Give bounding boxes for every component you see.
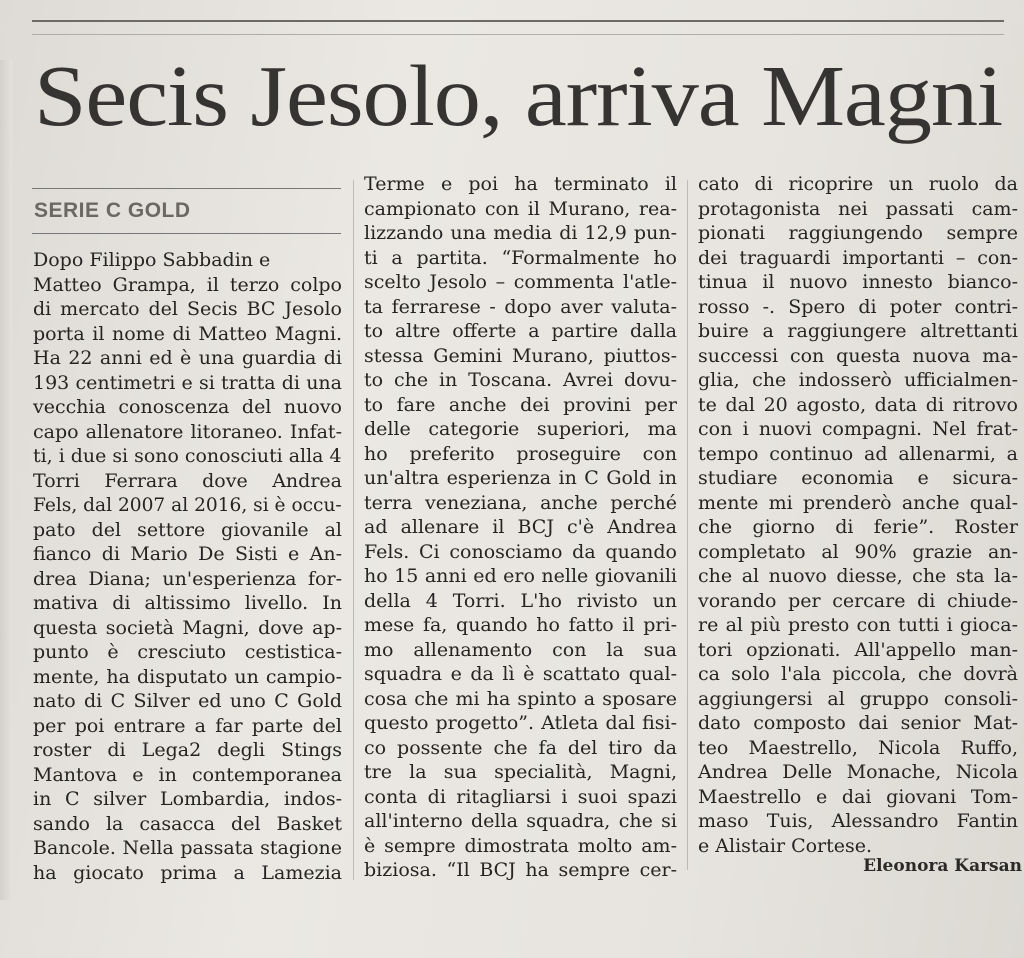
text-line: punto è cresciuto cestistica- xyxy=(33,641,342,663)
text-line: ad allenare il BCJ c'è Andrea xyxy=(364,516,677,538)
text-line: mo allenamento con la sua xyxy=(364,638,677,661)
text-line: è sempre dimostrata molto am- xyxy=(364,834,677,857)
text-line: mente mi prenderò anche qual- xyxy=(698,491,1018,514)
text-line: ca solo l'ala piccola, che dovrà xyxy=(698,663,1018,685)
text-line: terra veneziana, anche perché xyxy=(364,491,677,514)
text-line: protagonista nei passati cam- xyxy=(698,197,1018,220)
top-rule xyxy=(32,20,1004,22)
top-rule-thin xyxy=(32,34,1004,35)
text-line: della 4 Torri. L'ho rivisto un xyxy=(364,589,677,612)
text-line: all'interno della squadra, che si xyxy=(364,810,677,832)
text-line: squadra e da lì è scattato qual- xyxy=(364,663,677,685)
text-line: completato al 90% grazie an- xyxy=(698,540,1018,563)
author-byline: Eleonora Karsan xyxy=(863,856,1022,876)
text-line: cato di ricoprire un ruolo da xyxy=(698,173,1018,195)
text-line: campionato con il Murano, rea- xyxy=(364,197,677,220)
text-line: stessa Gemini Murano, piuttos- xyxy=(364,344,677,367)
text-line: che giorno di ferie”. Roster xyxy=(698,516,1018,538)
text-line: Fels, dal 2007 al 2016, si è occu- xyxy=(33,494,342,516)
text-line: dei traguardi importanti – con- xyxy=(698,246,1018,269)
text-line: conta di ritagliarsi i suoi spazi xyxy=(364,785,677,808)
text-line: Dopo Filippo Sabbadin e xyxy=(33,249,271,271)
page-edge-shadow xyxy=(0,60,12,900)
text-line: cosa che mi ha spinto a sposare xyxy=(364,687,677,710)
text-line: studiare economia e sicura- xyxy=(698,467,1018,489)
text-line: aggiungersi al gruppo consoli- xyxy=(698,687,1018,710)
article-column-3 xyxy=(698,172,1018,858)
text-line: tori opzionati. All'appello man- xyxy=(698,638,1018,661)
kicker-rule-top xyxy=(32,188,341,189)
text-line: drea Diana; un'esperienza for- xyxy=(33,567,342,590)
kicker-rule-bottom xyxy=(32,233,341,234)
text-line: Torri Ferrara dove Andrea xyxy=(33,469,342,492)
text-line: delle categorie superiori, ma xyxy=(364,418,677,440)
text-line: Mantova e in contemporanea xyxy=(33,763,342,786)
text-line: di mercato del Secis BC Jesolo xyxy=(33,298,342,320)
text-line: biziosa. “Il BCJ ha sempre cer- xyxy=(364,859,677,881)
text-line: Terme e poi ha terminato il xyxy=(364,173,677,195)
text-line: in C silver Lombardia, indos- xyxy=(33,788,342,810)
text-line: nato di C Silver ed uno C Gold xyxy=(33,690,342,712)
text-line: re al più presto con tutti i gioca- xyxy=(698,614,1018,636)
text-line: ho 15 anni ed ero nelle giovanili xyxy=(364,565,677,587)
article-column-2 xyxy=(364,172,677,883)
text-line: lizzando una media di 12,9 pun- xyxy=(364,222,677,244)
text-line: to fare anche dei provini per xyxy=(364,393,677,416)
text-line: buire a raggiungere altrettanti xyxy=(698,320,1018,342)
text-line: Maestrello e dai giovani Tom- xyxy=(698,785,1018,808)
article-column-1 xyxy=(33,248,342,885)
column-separator xyxy=(353,180,354,880)
text-line: mente, ha disputato un campio- xyxy=(33,665,342,688)
text-line: questa società Magni, dove ap- xyxy=(33,616,342,639)
text-line: rosso -. Spero di poter contri- xyxy=(698,295,1018,318)
text-line: tre la sua specialità, Magni, xyxy=(364,761,677,783)
text-line: roster di Lega2 degli Stings xyxy=(33,739,342,761)
text-line: mese fa, quando ho fatto il pri- xyxy=(364,614,677,636)
text-line: con i nuovi compagni. Nel frat- xyxy=(698,418,1018,440)
text-line: tinua il nuovo innesto bianco- xyxy=(698,271,1018,293)
text-line: vecchia conoscenza del nuovo xyxy=(33,396,342,418)
text-line: successi con questa nuova ma- xyxy=(698,344,1018,367)
text-line: Andrea Delle Monache, Nicola xyxy=(698,761,1018,783)
text-line: e Alistair Cortese. xyxy=(698,834,873,857)
text-line: vorando per cercare di chiude- xyxy=(698,589,1018,612)
text-line: to che in Toscana. Avrei dovu- xyxy=(364,369,677,391)
headline: Secis Jesolo, arriva Magni xyxy=(34,47,1003,144)
text-line: ha giocato prima a Lamezia xyxy=(33,861,342,884)
text-line: maso Tuis, Alessandro Fantin xyxy=(698,810,1018,832)
text-line: Ha 22 anni ed è una guardia di xyxy=(33,347,342,369)
text-line: per poi entrare a far parte del xyxy=(33,714,342,737)
text-line: un'altra esperienza in C Gold in xyxy=(364,467,677,489)
text-line: dato composto dai senior Mat- xyxy=(698,712,1018,734)
text-line: che al nuovo diesse, che sta la- xyxy=(698,565,1018,587)
text-line: Matteo Grampa, il terzo colpo xyxy=(33,273,342,296)
text-line: tempo continuo ad allenarmi, a xyxy=(698,442,1018,465)
text-line: capo allenatore litoraneo. Infat- xyxy=(33,420,342,443)
text-line: pato del settore giovanile al xyxy=(33,518,342,541)
text-line: Bancole. Nella passata stagione xyxy=(33,837,342,859)
column-separator xyxy=(687,180,688,870)
text-line: ho preferito proseguire con xyxy=(364,442,677,465)
text-line: sando la casacca del Basket xyxy=(33,812,342,835)
text-line: co possente che fa del tiro da xyxy=(364,736,677,759)
text-line: porta il nome di Matteo Magni. xyxy=(33,322,342,345)
text-line: fianco di Mario De Sisti e An- xyxy=(33,543,342,565)
section-kicker: SERIE C GOLD xyxy=(34,199,191,222)
text-line: ta ferrarese - dopo aver valuta- xyxy=(364,295,677,318)
text-line: mativa di altissimo livello. In xyxy=(33,592,342,614)
text-line: scelto Jesolo – commenta l'atle- xyxy=(364,271,677,293)
text-line: 193 centimetri e si tratta di una xyxy=(33,371,342,394)
text-line: glia, che indosserò ufficialmen- xyxy=(698,369,1018,391)
text-line: pionati raggiungendo sempre xyxy=(698,222,1018,244)
text-line: teo Maestrello, Nicola Ruffo, xyxy=(698,736,1018,759)
text-line: ti a partita. “Formalmente ho xyxy=(364,246,677,269)
text-line: ti, i due si sono conosciuti alla 4 xyxy=(33,445,342,467)
text-line: to altre offerte a partire dalla xyxy=(364,320,677,342)
text-line: questo progetto”. Atleta dal fisi- xyxy=(364,712,677,734)
text-line: te dal 20 agosto, data di ritrovo xyxy=(698,393,1018,416)
text-line: Fels. Ci conosciamo da quando xyxy=(364,540,677,563)
